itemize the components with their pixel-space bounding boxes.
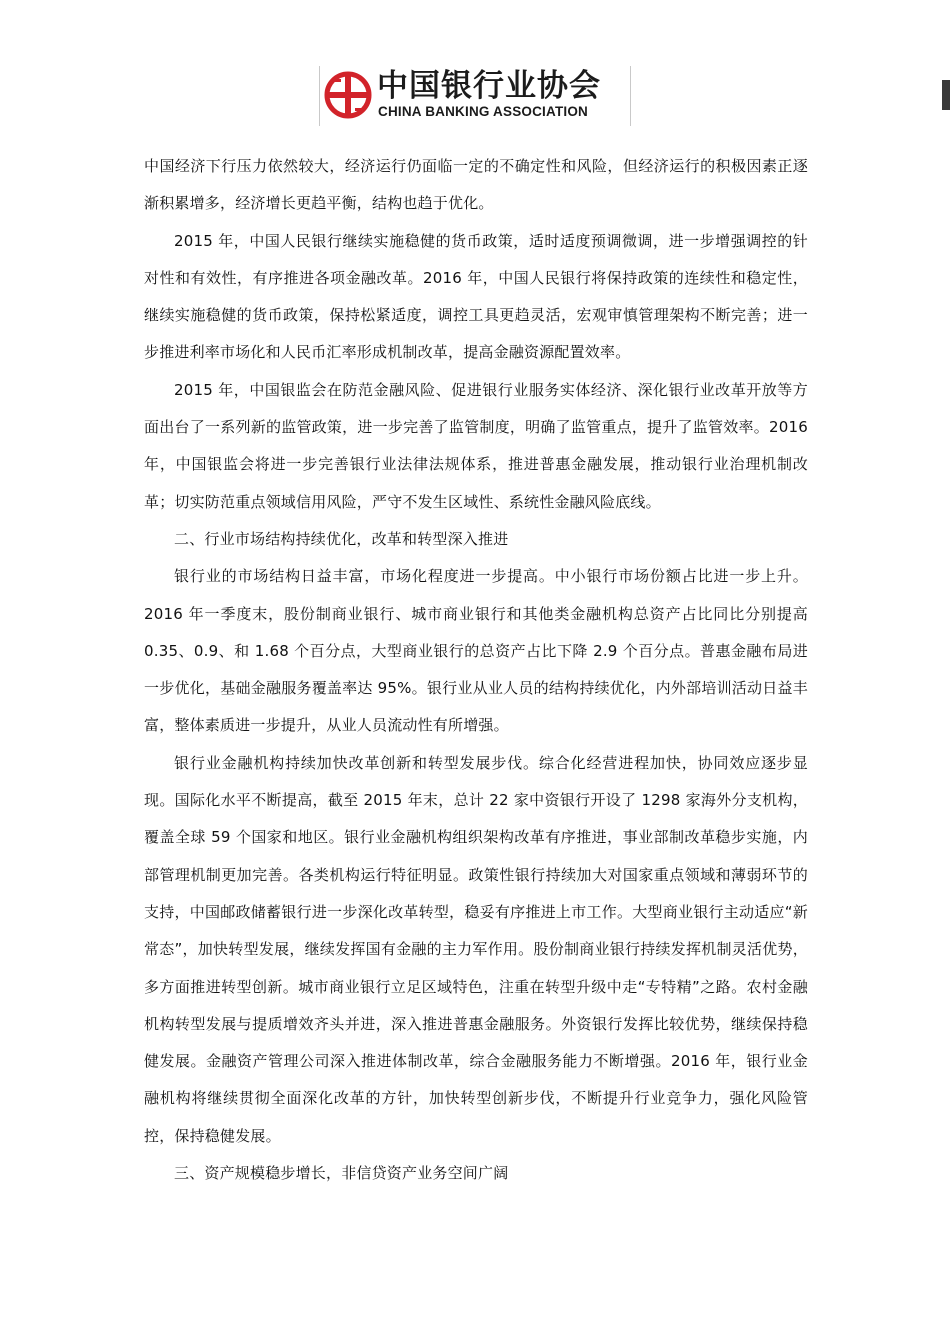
document-body [144, 148, 808, 1192]
logo-english-name: CHINA BANKING ASSOCIATION [378, 104, 588, 119]
paragraph-pboc-policy: 2015 年，中国人民银行继续实施稳健的货币政策，适时适度预调微调，进一步增强调控的针对性和有效性，有序推进各项金融改革。2016 年，中国人民银行将保持政策的连续性和稳定性，继续实施稳健的货币政策，保持松紧适度，调控工具更趋灵活，宏观审慎管理架构不断完善；进一步推进利率市场化和人民币汇率形成机制改革，提高金融资源配置效率。 [144, 231, 808, 362]
page-edge-marker [942, 80, 950, 110]
paragraph-reform-transformation: 银行业金融机构持续加快改革创新和转型发展步伐。综合化经营进程加快，协同效应逐步显现。国际化水平不断提高，截至 2015 年末，总计 22 家中资银行开设了 1298 家海外分支机构，覆盖全球 59 个国家和地区。银行业金融机构组织架构改革有序推进，事业部制改革稳步实施，内部管理机制更加完善。各类机构运行特征明显。政策性银行持续加大对国家重点领域和薄弱环节的支持，中国邮政储蓄银行进一步深化改革转型，稳妥有序推进上市工作。大型商业银行主动适应“新常态”，加快转型发展，继续发挥国有金融的主力军作用。股份制商业银行持续发挥机制灵活优势，多方面推进转型创新。城市商业银行立足区域特色，注重在转型升级中走“专特精”之路。农村金融机构转型发展与提质增效齐头并进，深入推进普惠金融服务。外资银行发挥比较优势，继续保持稳健发展。金融资产管理公司深入推进体制改革，综合金融服务能力不断增强。2016 年，银行业金融机构将继续贯彻全面深化改革的方针，加快转型创新步伐，不断提升行业竞争力，强化风险管控，保持稳健发展。 [144, 753, 808, 1145]
logo-chinese-name: 中国银行业协会 [377, 68, 601, 104]
header-right-rule [630, 66, 631, 126]
cba-seal-logo-icon [323, 69, 373, 121]
paragraph-market-structure: 银行业的市场结构日益丰富，市场化程度进一步提高。中小银行市场份额占比进一步上升。2016 年一季度末，股份制商业银行、城市商业银行和其他类金融机构总资产占比同比分别提高 0.35、0.9、和 1.68 个百分点，大型商业银行的总资产占比下降 2.9 个百分点。普惠金融布局进一步优化，基础金融服务覆盖率达 95%。银行业从业人员的结构持续优化，内外部培训活动日益丰富，整体素质进一步提升，从业人员流动性有所增强。 [144, 567, 808, 735]
paragraph-cbrc-policy: 2015 年，中国银监会在防范金融风险、促进银行业服务实体经济、深化银行业改革开放等方面出台了一系列新的监管政策，进一步完善了监管制度，明确了监管重点，提升了监管效率。2016 年，中国银监会将进一步完善银行业法律法规体系，推进普惠金融发展，推动银行业治理机制改革；切实防范重点领域信用风险，严守不发生区域性、系统性金融风险底线。 [144, 380, 808, 511]
section-heading-2: 二、行业市场结构持续优化，改革和转型深入推进 [174, 529, 509, 548]
header-left-rule [319, 66, 320, 126]
page-header [319, 66, 631, 126]
paragraph-economy-outlook: 中国经济下行压力依然较大，经济运行仍面临一定的不确定性和风险，但经济运行的积极因素正逐渐积累增多，经济增长更趋平衡，结构也趋于优化。 [144, 157, 808, 213]
section-heading-3: 三、资产规模稳步增长，非信贷资产业务空间广阔 [174, 1164, 509, 1183]
